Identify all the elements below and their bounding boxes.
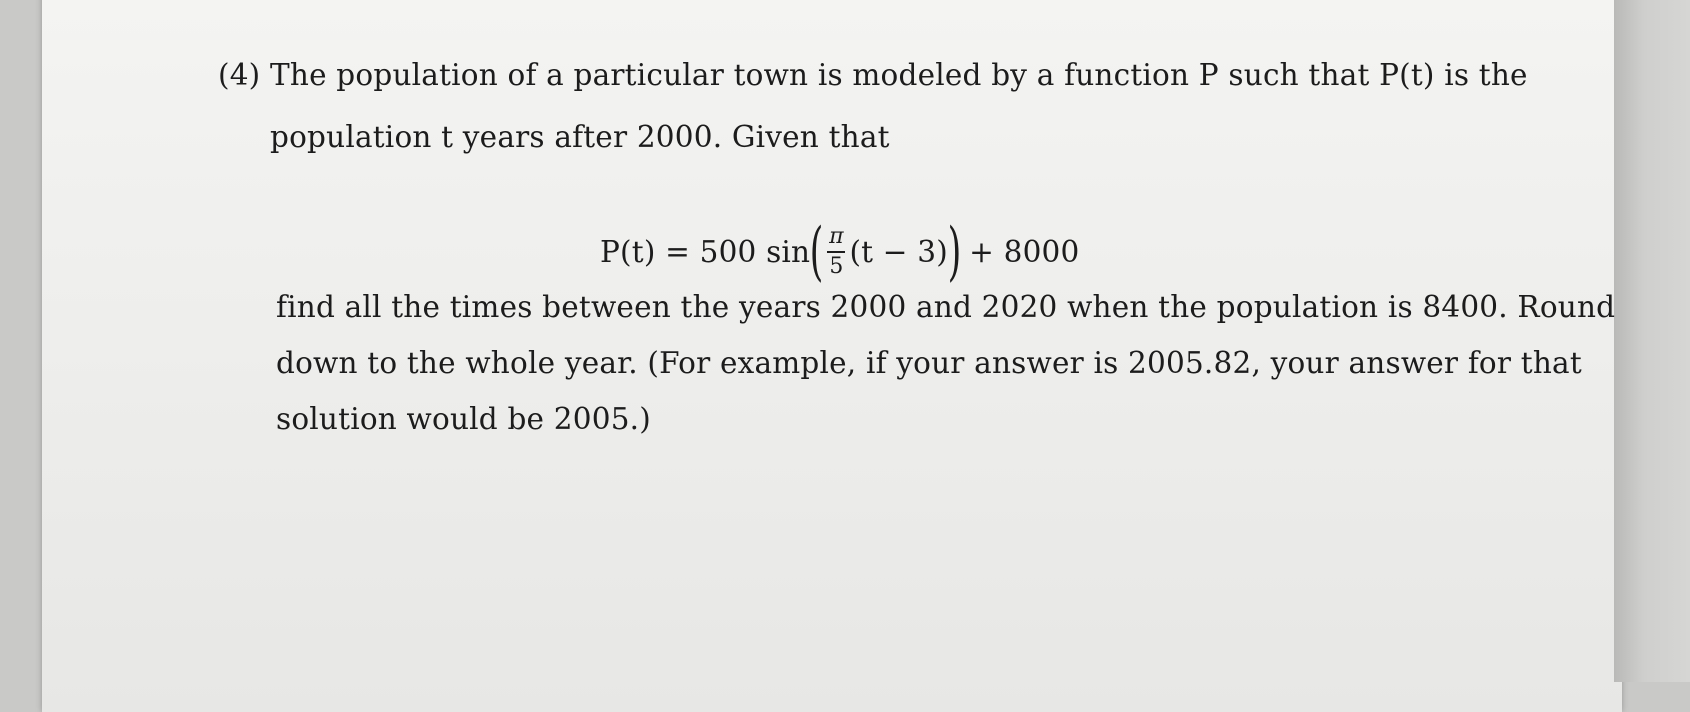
problem-number: (4)	[218, 58, 261, 92]
problem-text-line-1: The population of a particular town is modeled by a function P such that P(t) is the	[270, 58, 1528, 92]
population-formula	[600, 215, 1080, 289]
formula-lhs: P(t) = 500 sin	[600, 235, 811, 269]
formula-rhs: + 8000	[969, 235, 1080, 269]
right-big-paren: )	[947, 215, 962, 289]
background-surface	[1614, 0, 1690, 682]
fraction-denominator: 5	[829, 253, 844, 279]
fraction-bar	[827, 251, 845, 253]
problem-text-line-3: find all the times between the years 2000 and 2020 when the population is 8400. Round	[276, 290, 1616, 324]
left-big-paren: (	[809, 215, 824, 289]
formula-inner: (t − 3)	[849, 235, 948, 269]
problem-text-line-4: down to the whole year. (For example, if your answer is 2005.82, your answer for that	[276, 346, 1582, 380]
pi-over-five-fraction	[827, 226, 845, 278]
problem-text-line-5: solution would be 2005.)	[276, 402, 651, 436]
problem-text-line-2: population t years after 2000. Given that	[270, 120, 890, 154]
fraction-numerator: π	[829, 224, 844, 250]
